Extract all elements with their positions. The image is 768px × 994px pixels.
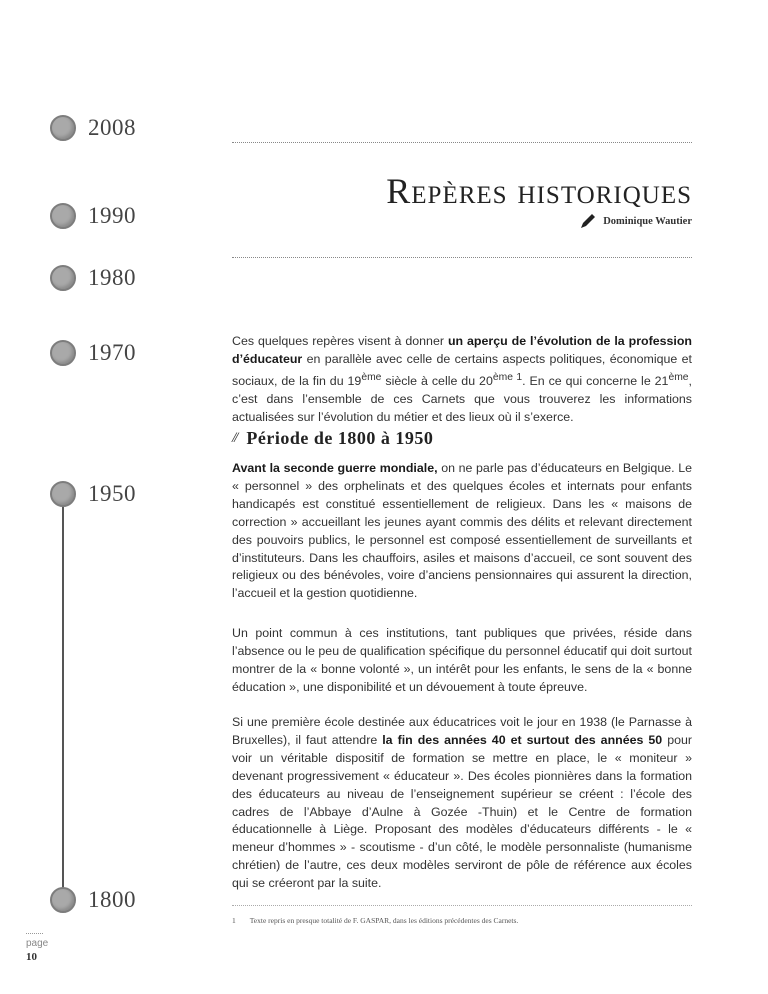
footnote-divider — [232, 905, 692, 906]
timeline-year-1950 — [50, 479, 136, 509]
footnote-number: 1 — [232, 916, 236, 925]
pen-icon — [579, 212, 597, 230]
year-label: 2008 — [88, 115, 136, 140]
top-divider — [232, 142, 692, 143]
paragraph-3 — [232, 714, 692, 893]
page-number: 10 — [26, 951, 37, 963]
year-label: 1950 — [88, 481, 136, 506]
timeline-year-1800 — [50, 885, 136, 915]
footnote-text: Texte repris en presque totalité de F. GASPAR, dans les éditions précédentes des Carnets. — [249, 916, 519, 925]
timeline-year-1990 — [50, 201, 136, 231]
timeline-year-2008 — [50, 113, 136, 143]
paragraph-2 — [232, 625, 692, 697]
timeline-line — [62, 505, 64, 890]
author-line — [579, 212, 692, 230]
text-run: on ne parle pas d’éducateurs en Belgique. Le « personnel » des orphelinats et des quelques écoles et internats pour enfants handicapés est constitué essentiellement de religieux. Dans les « maisons de correction » accueillant les jeunes ayant commis des délits et relevant directement des pouvoirs publics, le personnel est composé essentiellement de surveillants et d’instituteurs. Dans les chauffoirs, asiles et maisons d’accueil, ce sont souvent des religieux ou des bénévoles, voire d’anciens pensionnaires qui assurent la direction, l’accueil et la gestion quotidienne. — [232, 461, 692, 601]
year-label: 1980 — [88, 265, 136, 290]
timeline-year-1980 — [50, 263, 136, 293]
superscript: ème — [361, 371, 382, 383]
page-title: Repères historiques — [386, 171, 692, 211]
text-run: Un point commun à ces institutions, tant publiques que privées, réside dans l’absence ou le peu de qualification spécifique du personnel éducatif qui doit surtout montrer de la « bonne volonté », un intérêt pour les enfants, le sens de la « bonne éducation », une disponibilité et un dévouement à toute épreuve. — [232, 626, 692, 694]
timeline-dot-icon — [50, 115, 76, 141]
timeline-dot-icon — [50, 265, 76, 291]
text-run: Si une première école destinée aux éducatrices voit le jour en 1938 (le Parnasse à Bruxelles), il faut attendre — [232, 715, 692, 747]
timeline-year-1970 — [50, 338, 136, 368]
footnote — [232, 916, 518, 925]
text-run: Ces quelques repères visent à donner — [232, 334, 448, 348]
intro-paragraph — [232, 333, 692, 427]
timeline-dot-icon — [50, 340, 76, 366]
section-heading — [232, 428, 433, 449]
paragraph-1 — [232, 460, 692, 603]
header-divider — [232, 257, 692, 258]
text-run: , c’est dans l’ensemble de ces Carnets que vous trouverez les informations actualisées sur l’évolution du métier et des lieux où il s’exerce. — [232, 373, 692, 424]
section-title: Période de 1800 à 1950 — [246, 428, 434, 448]
year-label: 1990 — [88, 203, 136, 228]
emphasis: un aperçu de l’évolution de la profession d’éducateur — [232, 334, 692, 366]
timeline-dot-icon — [50, 203, 76, 229]
footnote-ref: ème 1 — [492, 371, 523, 383]
text-run: en parallèle avec celle de certains aspects politiques, économique et sociaux, de la fin du 19 — [232, 351, 692, 388]
page-label: page — [26, 938, 49, 949]
section-marker: // — [232, 430, 237, 446]
year-label: 1800 — [88, 887, 136, 912]
timeline-dot-icon — [50, 481, 76, 507]
text-run: pour voir un véritable dispositif de formation se mettre en place, le « moniteur » devenant progressivement « éducateur ». Des écoles pionnières dans la formation des éducateurs au niveau de l’enseignement supérieur se créent : l’école des cadres de l’Abbaye d’Aulne à Gozée -Thuin) et le Centre de formation éducationnelle à Liège. Proposant des modèles d’éducateurs différents - le « meneur d’hommes » - scoutisme - d’un côté, le modèle personnaliste (humanisme chrétien) de l’autre, ces deux modèles serviront de pôle de référence aux écoles qui se créeront par la suite. — [232, 732, 692, 891]
year-label: 1970 — [88, 340, 136, 365]
timeline-dot-icon — [50, 887, 76, 913]
text-run: siècle à celle du 20 — [381, 373, 493, 388]
page-divider — [26, 933, 43, 934]
text-run: . En ce qui concerne le 21 — [522, 373, 669, 388]
superscript: ème — [668, 371, 689, 383]
emphasis: la fin des années 40 et surtout des années 50 — [382, 732, 663, 747]
emphasis: Avant la seconde guerre mondiale, — [232, 461, 438, 475]
author-name: Dominique Wautier — [603, 215, 692, 227]
